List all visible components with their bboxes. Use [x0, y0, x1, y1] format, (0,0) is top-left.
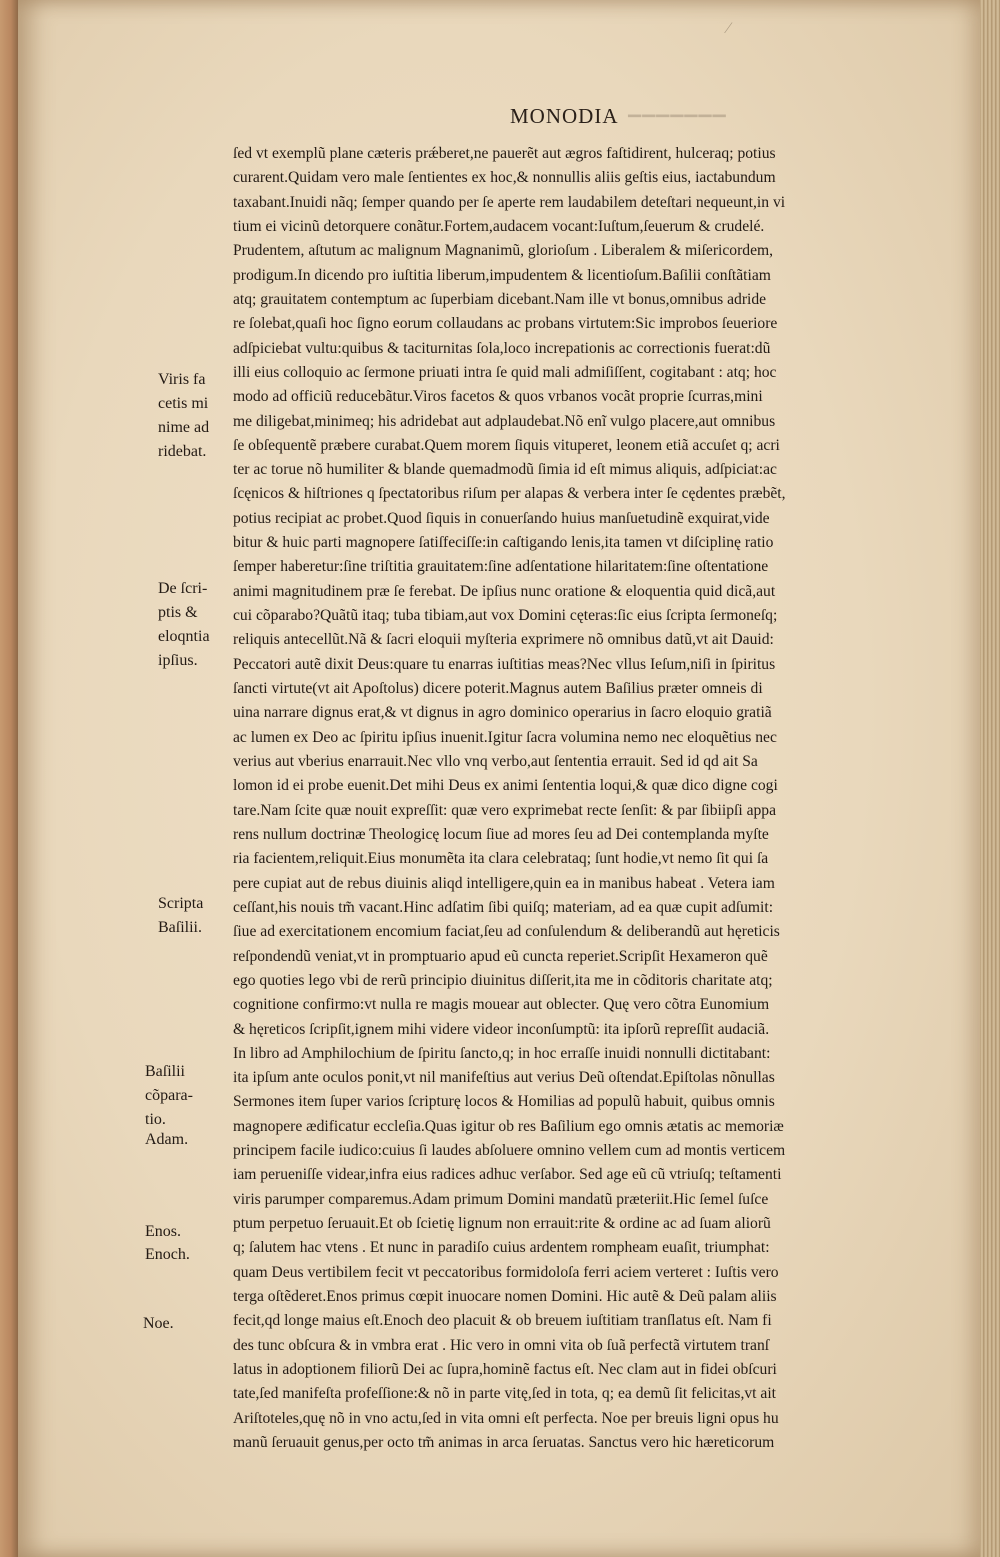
text-line: Peccatori autẽ dixit Deus:quare tu enarras iuſtitias meas?Nec vllus Ieſum,niſi in ſpiritus: [233, 655, 776, 673]
text-line: ſemper haberetur:ſine triſtitia grauitatem:ſine adſentatione hilaritatem:ſine oſtentatione: [233, 558, 769, 576]
text-line: lomon id ei probe euenit.Det mihi Deus ex animi ſententia loqui,& quæ dico digne cogi: [233, 777, 778, 795]
text-line: magnopere ædificatur eccleſia.Quas igitur ob res Baſilium ego omnis ætatis ac memoriæ: [233, 1117, 784, 1135]
text-line: ſcęnicos & hiſtriones q ſpectatoribus riſum per alapas & verbera inter ſe cędentes præbẽt,: [233, 485, 786, 503]
text-line: ſiue ad exercitationem encomium faciat,ſeu ad conſulendum & deliberandũ aut hęreticis: [233, 923, 780, 941]
text-line: tium ei vicinũ detorquere conãtur.Fortem,audacem vocant:Iuſtum,ſeuerum & crudelé.: [233, 217, 765, 235]
margin-note-line: De ſcri-: [158, 580, 208, 597]
text-line: des tunc obſcura & in vmbra erat . Hic vero in omni vita ob ſuã perfectã virtutem tranſ: [233, 1336, 770, 1354]
text-line: ſe obſequentẽ præbere curabat.Quem morem ſiquis vituperet, leonem etiã accuſet q; acri: [233, 436, 780, 454]
text-line: q; ſalutem hac vtens . Et nunc in paradiſo cuius ardentem rompheam euaſit, triumphat:: [233, 1239, 770, 1257]
text-line: reliquis antecellũt.Nã & ſacri eloquii myſteria exprimere nõ omnibus datũ,vt ait Dauid:: [233, 631, 774, 649]
margin-note: [145, 1060, 227, 1132]
text-line: ria facientem,reliquit.Eius monumẽta ita clara celebrataq; ſunt hodie,vt nemo ſit qui ſa: [233, 850, 769, 868]
margin-note-line: ptis &: [158, 604, 198, 621]
text-line: tare.Nam ſcite quæ nouit expreſſit: quæ vero exprimebat recte ſenſit: & par ſibiipſi appa: [233, 801, 777, 819]
margin-note: [158, 577, 240, 673]
text-line: & hęreticos ſcripſit,ignem mihi videre videor inconſumptũ: ita ipſorũ repreſſit audaciã.: [233, 1020, 770, 1038]
margin-note-line: Enoch.: [145, 1246, 190, 1263]
text-line: verius aut vberius enarrauit.Nec vllo vnq verbo,aut ſententia errauit. Sed id qd ait Sa: [233, 753, 758, 770]
text-line: ac lumen ex Deo ac ſpiritu ipſius inuenit.Igitur ſacra volumina nemo nec eloquẽtius nec: [233, 728, 777, 746]
text-line: prodigum.In dicendo pro iuſtitia liberum,impudentem & licentioſum.Baſilii conſtãtiam: [233, 266, 771, 284]
margin-note-line: Adam.: [145, 1131, 189, 1148]
text-line: viris parumper comparemus.Adam primum Domini mandatũ præteriit.Hic ſemel ſuſce: [233, 1190, 769, 1208]
text-line: ſancti virtute(vt ait Apoſtolus) dicere poterit.Magnus autem Baſilius præter omneis di: [233, 680, 763, 698]
pencil-mark: ⁄: [727, 20, 730, 37]
margin-note: [145, 1128, 227, 1152]
margin-note: [158, 892, 240, 940]
text-line: animi magnitudinem præ ſe ferebat. De ipſius nunc oratione & eloquentia quid dicã,aut: [233, 582, 776, 600]
text-line: manũ ſeruauit genus,per octo tm̃ animas in arca ſeruatas. Sanctus vero hic hæreticorum: [233, 1433, 775, 1451]
text-line: adſpiciebat vultu:quibus & taciturnitas ſola,loco increpationis ac correctionis fuerat:dũ: [233, 339, 771, 357]
text-line: latus in adoptionem filiorũ Dei ac ſupra,hominẽ factus eſt. Nec clam aut in fidei obſcuri: [233, 1361, 777, 1378]
text-line: ita ipſum ante oculos ponit,vt nil manifeſtius aut verius Deũ oſtendat.Epiſtolas nõnullas: [233, 1069, 775, 1087]
margin-note-line: ipſius.: [158, 652, 198, 669]
text-line: ptum perpetuo ſeruauit.Et ob ſcietię lignum non errauit:rite & ordine ac ad ſuam aliorũ: [233, 1215, 771, 1233]
text-line: me diligebat,minimeq; his adridebat aut adplaudebat.Nõ enĩ vulgo placere,aut omnibus: [233, 412, 776, 430]
text-line: Sermones item ſuper varios ſcripturę locos & Homilias ad populũ habuit, quibus omnis: [233, 1093, 775, 1111]
margin-note-line: Viris fa: [158, 371, 206, 388]
text-line: terga oſtẽderet.Enos primus cœpit inuocare nomen Domini. Hic autẽ & Deũ palam aliis: [233, 1288, 777, 1306]
margin-note-line: Enos.: [145, 1223, 181, 1240]
text-line: cognitione confirmo:vt nulla re magis mouear aut oblecter. Quę vero cõtra Eunomium: [233, 996, 770, 1014]
text-line: In libro ad Amphilochium de ſpiritu ſancto,q; in hoc erraſſe inuidi nonnulli dictitabant:: [233, 1044, 771, 1062]
page-edge: [980, 0, 1000, 1557]
text-line: pere cupiat aut de rebus diuinis aliqd intelligere,quin ea in manibus habeat . Vetera iam: [233, 874, 775, 892]
margin-note-line: ridebat.: [158, 443, 207, 460]
text-line: tate,ſed manifeſta profeſſione:& nõ in parte vitę,ſed in tota, q; ea demũ ſit felicitas,vt ait: [233, 1385, 777, 1403]
text-line: illi eius colloquio ac ſermone priuati intra ſe quid mali admiſiſſent, cogitabant : atq; hoc: [233, 363, 777, 381]
text-line: rens nullum doctrinæ Theologicę locum ſiue ad mores ſeu ad Dei contemplanda myſte: [233, 825, 769, 843]
text-line: atq; grauitatem contemptum ac ſuperbiam dicebant.Nam ille vt bonus,omnibus adride: [233, 290, 767, 308]
margin-note-line: tio.: [145, 1111, 166, 1128]
margin-note-line: Noe.: [143, 1315, 174, 1332]
text-line: bitur & huic parti magnopere ſatiſfeciſſe:in caſtigando lenis,ita tamen vt diſciplinę ratio: [233, 534, 774, 552]
margin-note-line: cõpara-: [145, 1087, 193, 1104]
text-line: principem facile iudico:cuius ſi laudes abſoluere omnino vellem cum ad montis verticem: [233, 1142, 786, 1160]
text-line: uina narrare dignus erat,& vt dignus in agro dominico operarius in ſacro eloquio gratiã: [233, 704, 772, 722]
running-head: MONODIA: [510, 104, 619, 128]
text-line: ter ac torue nõ humiliter & blande quemadmodũ ſimia id eſt mimus aliquis, adſpiciat:ac: [233, 461, 777, 479]
text-line: taxabant.Inuidi nãq; ſemper quando per ſe aperte rem laudabilem deteſtari nequeunt,in vi: [233, 193, 786, 211]
text-line: cui cõparabo?Quãtũ itaq; tuba tibiam,aut vox Domini cęteras:ſic eius ſcripta ſermoneſq;: [233, 607, 778, 625]
margin-note-line: eloqntia: [158, 628, 210, 645]
text-line: fecit,qd longe maius eſt.Enoch deo placuit & ob breuem iuſtitiam tranſlatus eſt. Nam fi: [233, 1312, 772, 1330]
text-line: ceſſant,his nouis tm̃ vacant.Hinc adſatim ſibi quiſq; materiam, ad ea quæ cupit adſumit:: [233, 898, 774, 916]
margin-note-line: Baſilii.: [158, 919, 202, 936]
text-line: iam perueniſſe videar,infra eius radices adhuc verſabor. Sed age eũ cũ vtriuſq; teſtamenti: [233, 1166, 782, 1184]
text-line: quam Deus vertibilem fecit vt peccatoribus formidoloſa ferri aciem verteret : Iuſtis vero: [233, 1263, 779, 1281]
book-spine: [0, 0, 18, 1557]
text-line: curarent.Quidam vero male ſentientes ex hoc,& nonnullis aliis geſtis eius, iactabundum: [233, 169, 776, 187]
text-line: ſed vt exemplũ plane cæteris prǽberet,ne pauerẽt aut ægros faſtidirent, hulceraq; potius: [233, 145, 776, 162]
margin-note: [158, 368, 240, 464]
text-line: Prudentem, aſtutum ac malignum Magnanimũ, glorioſum . Liberalem & miſericordem,: [233, 242, 774, 260]
text-line: Ariſtoteles,quę nõ in vno actu,ſed in vita omni eſt perfecta. Noe per breuis ligni opus hu: [233, 1409, 779, 1427]
margin-note-line: Scripta: [158, 895, 204, 912]
text-line: re ſolebat,quaſi hoc ſigno eorum collaudans ac probans virtutem:Sic improbos ſeueriore: [233, 315, 778, 333]
text-line: reſpondendũ veniat,vt in promptuario apud eũ cuncta reperiet.Scripſit Hexameron quẽ: [233, 947, 768, 965]
margin-note-line: nime ad: [158, 419, 210, 436]
margin-note-line: cetis mi: [158, 395, 209, 412]
text-line: potius recipiat ac probet.Quod ſiquis in conuerſando huius manſuetudinẽ exquirat,vide: [233, 509, 770, 527]
margin-note-line: Baſilii: [145, 1063, 185, 1080]
text-line: modo ad officiũ reducebãtur.Viros facetos & quos vrbanos vocãt proprie ſcurras,mini: [233, 388, 763, 406]
bleed-through-mark: ▁▁▁▁▁▁▁: [628, 98, 727, 117]
text-line: ego quoties lego vbi de rerũ principio diuinitus diſſerit,ita me in cõditoris charitate atq;: [233, 971, 773, 989]
margin-note: [145, 1243, 227, 1267]
margin-note: [143, 1312, 225, 1336]
margin-note: [145, 1220, 227, 1244]
